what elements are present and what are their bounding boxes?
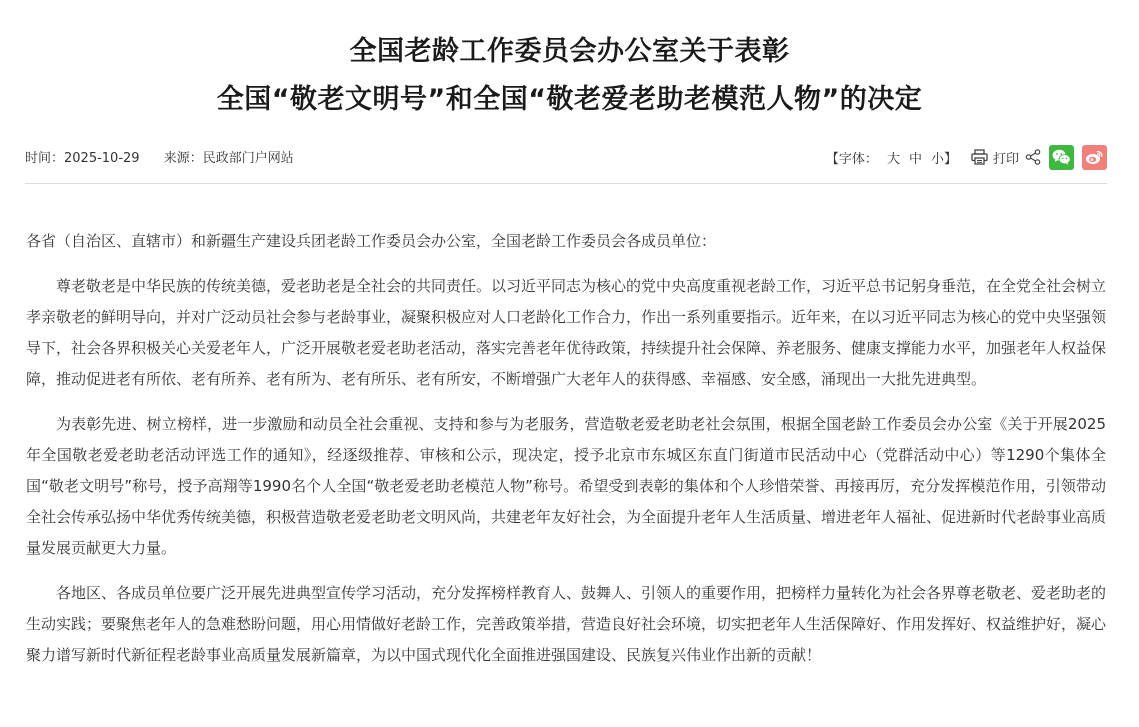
article-title-line-2: 全国“敬老文明号”和全国“敬老爱老助老模范人物”的决定 <box>216 84 923 115</box>
article-meta-info <box>25 147 294 166</box>
source-value: 民政部门户网站 <box>202 151 294 166</box>
body-paragraph-1: 尊老敬老是中华民族的传统美德，爱老助老是全社会的共同责任。以习近平同志为核心的党中央高度重视老龄工作，习近平总书记躬身垂范，在全党全社会树立孝亲敬老的鲜明导向，并对广泛动员社会参与老龄事业，凝聚积极应对人口老龄化工作合力，作出一系列重要指示。近年来，在以习近平同志为核心的党中央坚强领导下，社会各界积极关心关爱老年人，广泛开展敬老爱老助老活动，落实完善老年优待政策，持续提升社会保障、养老服务、健康支撑能力水平，加强老年人权益保障，推动促进老有所依、老有所养、老有所为、老有所乐、老有所安，不断增强广大老年人的获得感、幸福感、安全感，涌现出一大批先进典型。 <box>26 277 1107 388</box>
wechat-icon <box>1052 149 1071 165</box>
print-label: 打印 <box>992 151 1019 167</box>
weibo-share-button[interactable] <box>1082 145 1107 170</box>
article-title-line-1: 全国老龄工作委员会办公室关于表彰 <box>349 36 790 67</box>
body-paragraph-2: 为表彰先进、树立榜样，进一步激励和动员全社会重视、支持和参与为老服务，营造敬老爱老助老社会氛围，根据全国老龄工作委员会办公室《关于开展2025年全国敬老爱老助老活动评选工作的通知》，经逐级推荐、审核和公示，现决定，授予北京市东城区东直门街道市民活动中心（党群活动中心）等1290个集体全国“敬老文明号”称号，授予高翔等1990名个人全国“敬老爱老助老模范人物”称号。希望受到表彰的集体和个人珍惜荣誉、再接再厉，充分发挥模范作用，引领带动全社会传承弘扬中华优秀传统美德，积极营造敬老爱老助老文明风尚，共建老年友好社会，为全面提升老年人生活质量、增进老年人福祉、促进新时代老龄事业高质量发展贡献更大力量。 <box>26 415 1107 557</box>
weibo-icon <box>1085 149 1104 165</box>
source-label: 来源： <box>163 151 203 166</box>
publish-time-value: 2025-10-29 <box>64 151 140 166</box>
meta-divider <box>25 183 1107 184</box>
article-body <box>26 226 1106 685</box>
article-meta-bar <box>25 143 1107 171</box>
article-title <box>0 28 1139 124</box>
salutation: 各省（自治区、直辖市）和新疆生产建设兵团老龄工作委员会办公室，全国老龄工作委员会各成员单位： <box>26 232 717 250</box>
font-size-control <box>826 148 957 167</box>
printer-icon <box>971 149 988 165</box>
font-size-medium-button[interactable]: 中 <box>908 151 922 167</box>
share-button[interactable] <box>1025 149 1041 165</box>
print-button[interactable] <box>971 148 1019 167</box>
font-size-small-button[interactable]: 小】 <box>930 151 957 167</box>
body-paragraph-3: 各地区、各成员单位要广泛开展先进典型宣传学习活动，充分发挥榜样教育人、鼓舞人、引领人的重要作用，把榜样力量转化为社会各界尊老敬老、爱老助老的生动实践；要聚焦老年人的急难愁盼问题，用心用情做好老龄工作，完善政策举措，营造良好社会环境，切实把老年人生活保障好、作用发挥好、权益维护好，凝心聚力谱写新时代新征程老龄事业高质量发展新篇章，为以中国式现代化全面推进强国建设、民族复兴伟业作出新的贡献！ <box>26 584 1107 664</box>
font-size-label: 【字体： <box>825 151 878 167</box>
article-tools <box>826 143 1107 171</box>
share-icon <box>1025 149 1041 165</box>
publish-time-label: 时间： <box>25 151 65 166</box>
wechat-share-button[interactable] <box>1049 145 1074 170</box>
font-size-large-button[interactable]: 大 <box>886 151 900 167</box>
